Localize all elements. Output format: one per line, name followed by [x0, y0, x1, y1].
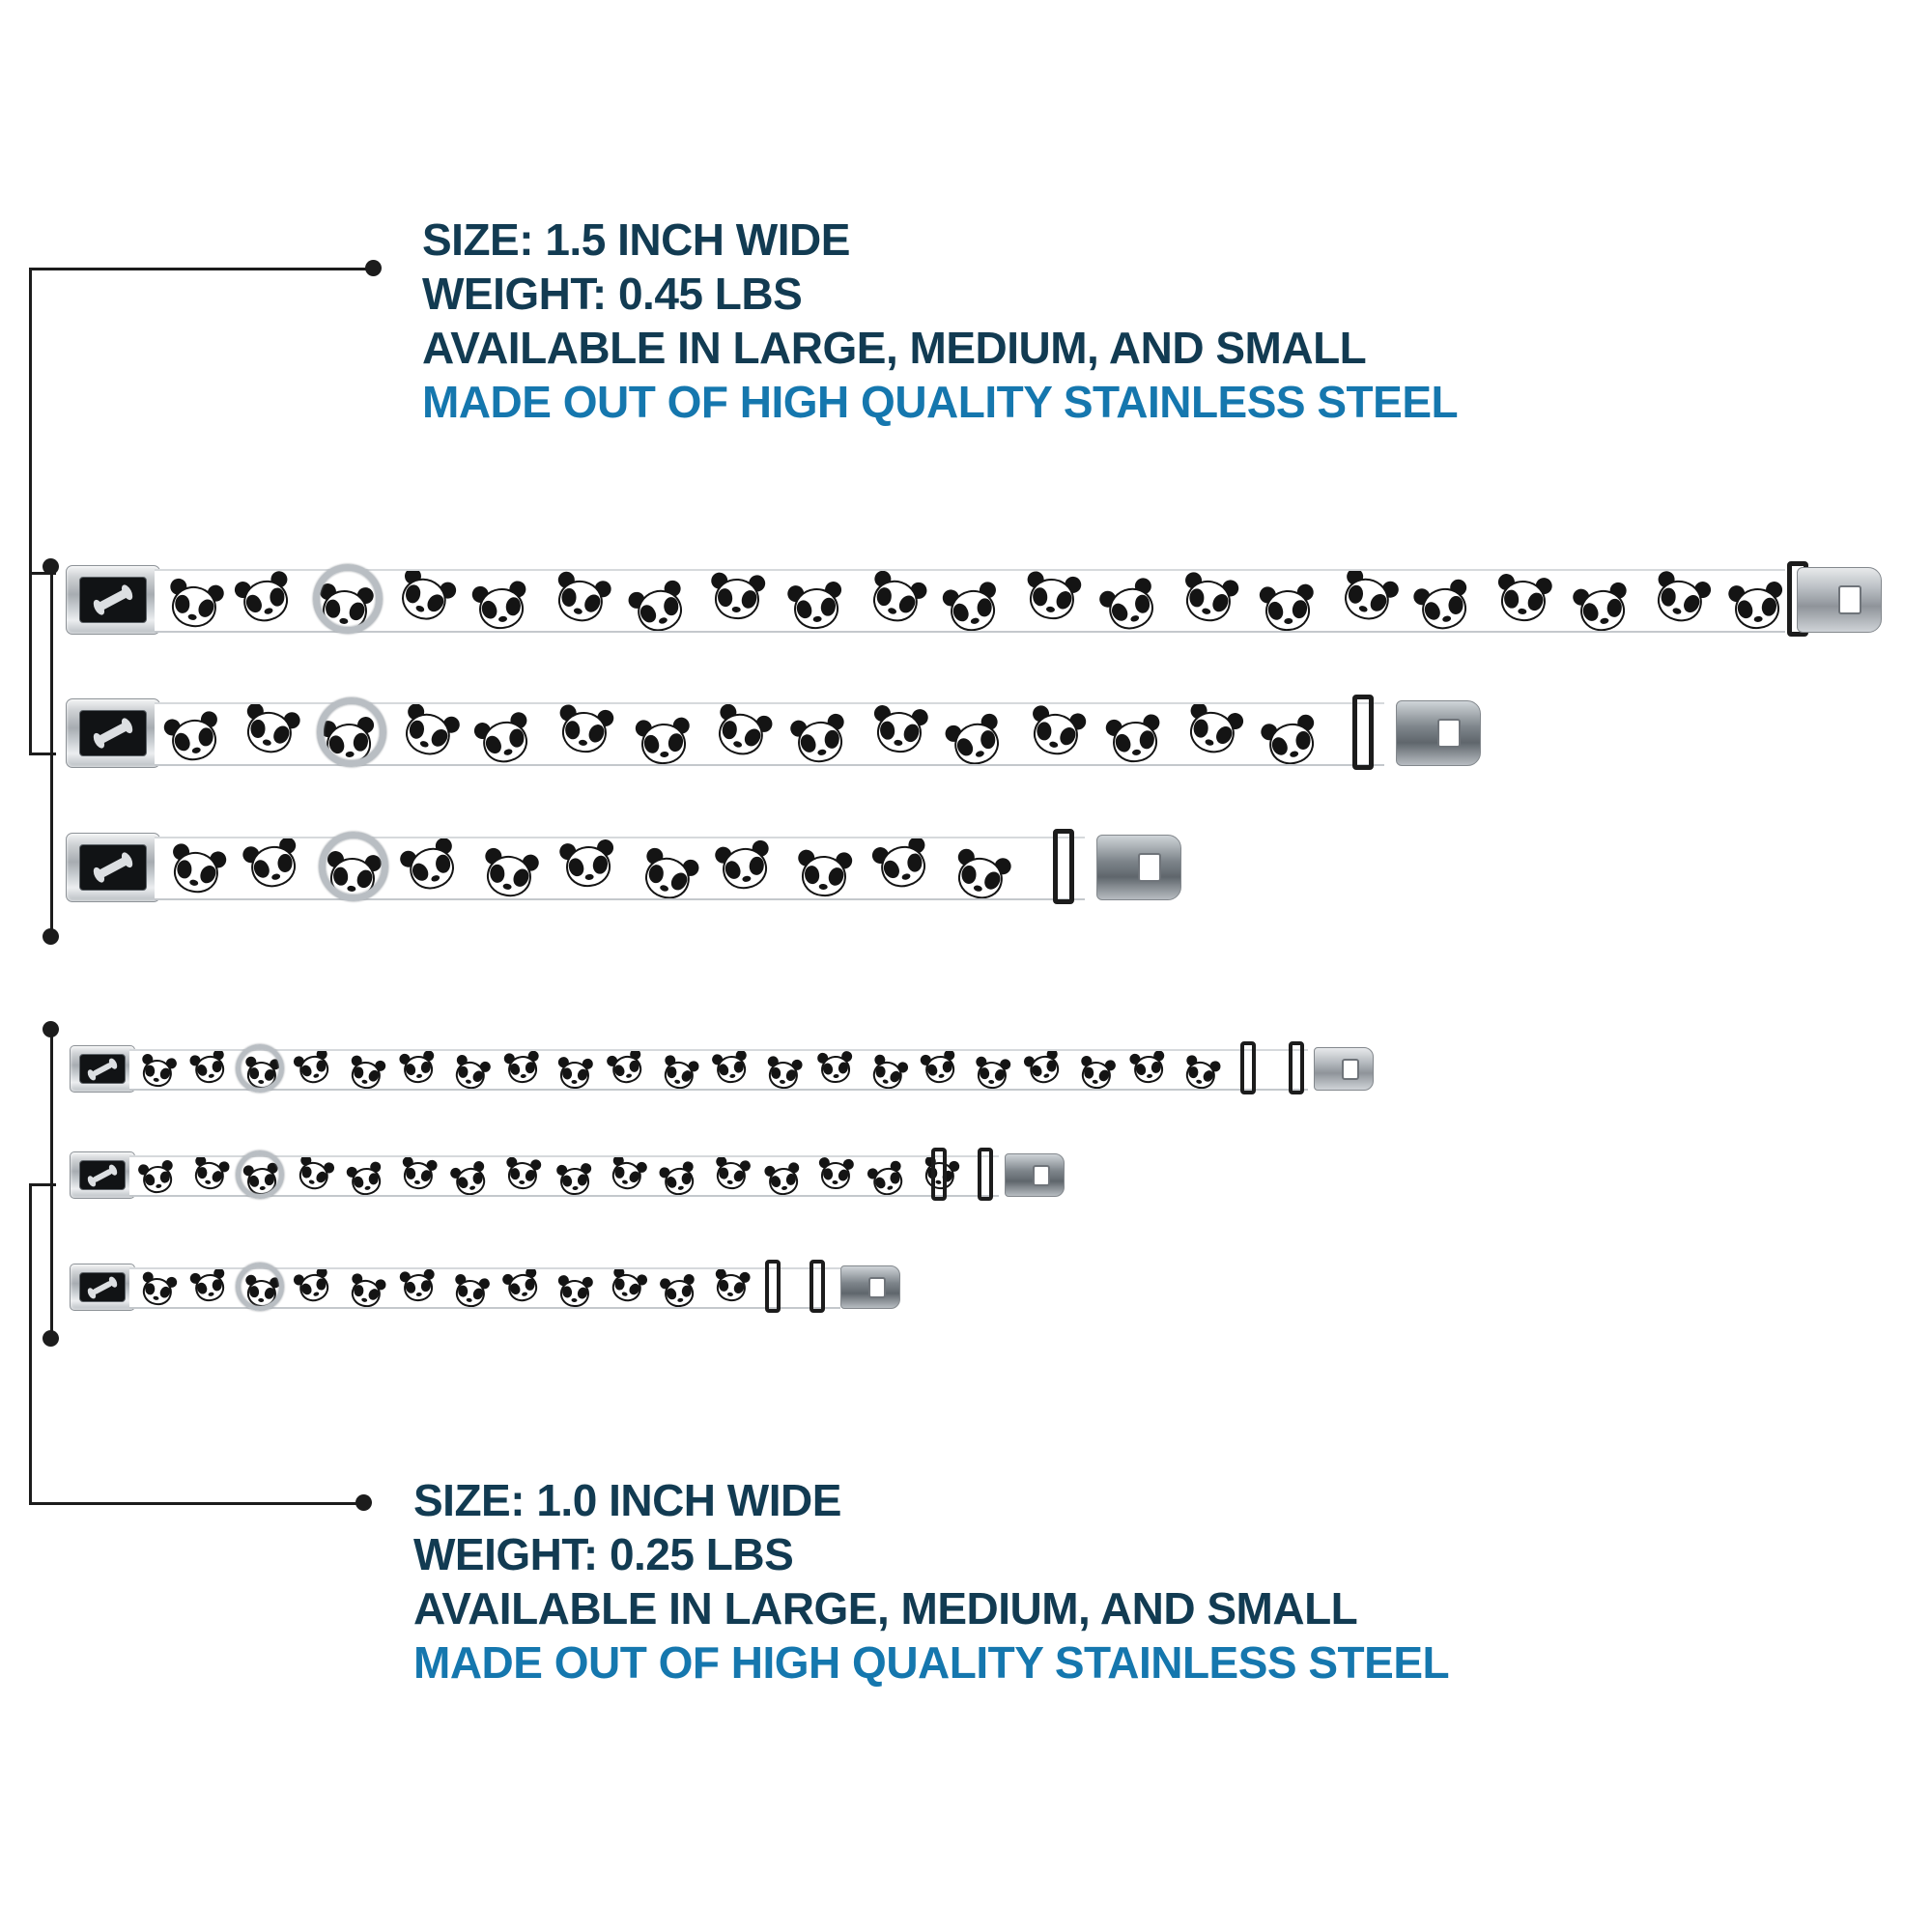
collar-narrow-small[interactable]: [70, 1264, 900, 1309]
bone-icon: [92, 1062, 113, 1077]
d-ring[interactable]: [236, 1044, 284, 1093]
strap-keeper[interactable]: [978, 1148, 993, 1201]
strap-keeper[interactable]: [1352, 695, 1374, 770]
metal-end-tip[interactable]: [1314, 1047, 1374, 1091]
metal-end-tip[interactable]: [1096, 835, 1181, 900]
bone-icon: [92, 1280, 113, 1295]
spec-line-size: SIZE: 1.5 INCH WIDE: [422, 214, 850, 265]
buckle-plate: [79, 710, 147, 756]
d-ring[interactable]: [319, 832, 388, 901]
spec-line-material: MADE OUT OF HIGH QUALITY STAINLESS STEEL: [413, 1637, 1450, 1689]
panda-pattern: [129, 1051, 1308, 1089]
tip-hole: [1138, 853, 1161, 882]
spec-line-weight: WEIGHT: 0.25 LBS: [413, 1529, 794, 1580]
spec-line-size: SIZE: 1.0 INCH WIDE: [413, 1475, 841, 1525]
collar-wide-medium[interactable]: [66, 698, 1481, 766]
strap-keeper[interactable]: [765, 1260, 781, 1313]
collar-narrow-medium[interactable]: [70, 1151, 1065, 1197]
bone-icon: [92, 1168, 113, 1183]
buckle-plate: [79, 1272, 126, 1302]
collar-strap: [155, 837, 1085, 900]
strap-keeper[interactable]: [931, 1148, 947, 1201]
spec-line-material: MADE OUT OF HIGH QUALITY STAINLESS STEEL: [422, 377, 1459, 428]
tip-hole: [868, 1277, 886, 1298]
strap-keeper[interactable]: [1053, 829, 1074, 904]
buckle-plate: [79, 1160, 126, 1190]
metal-end-tip[interactable]: [1005, 1153, 1065, 1197]
bone-icon: [98, 723, 128, 745]
leader-dot: [365, 260, 382, 276]
tip-hole: [1838, 585, 1861, 614]
spec-line-weight: WEIGHT: 0.45 LBS: [422, 269, 803, 320]
seatbelt-buckle[interactable]: [70, 1045, 135, 1093]
metal-end-tip[interactable]: [1396, 700, 1481, 766]
seatbelt-buckle[interactable]: [66, 698, 160, 768]
leader-dot: [355, 1494, 372, 1511]
spec-block-wide: [422, 213, 1458, 429]
d-ring[interactable]: [236, 1263, 284, 1311]
tip-hole: [1342, 1059, 1359, 1080]
panda-pattern: [155, 838, 1085, 898]
panda-pattern: [155, 571, 1785, 631]
spec-line-availability: AVAILABLE IN LARGE, MEDIUM, AND SMALL: [413, 1583, 1358, 1634]
collar-narrow-large[interactable]: [70, 1045, 1374, 1091]
spec-block-narrow: [413, 1473, 1449, 1690]
metal-end-tip[interactable]: [1797, 567, 1882, 633]
collar-strap: [155, 569, 1785, 633]
bone-icon: [98, 589, 128, 611]
strap-keeper[interactable]: [810, 1260, 825, 1313]
d-ring[interactable]: [236, 1151, 284, 1199]
seatbelt-buckle[interactable]: [66, 565, 160, 635]
seatbelt-buckle[interactable]: [66, 833, 160, 902]
collar-wide-small[interactable]: [66, 833, 1181, 900]
d-ring[interactable]: [313, 564, 383, 634]
seatbelt-buckle[interactable]: [70, 1151, 135, 1199]
spec-line-availability: AVAILABLE IN LARGE, MEDIUM, AND SMALL: [422, 323, 1367, 374]
tip-hole: [1033, 1165, 1050, 1186]
d-ring[interactable]: [317, 697, 386, 767]
buckle-plate: [79, 1054, 126, 1084]
seatbelt-buckle[interactable]: [70, 1264, 135, 1311]
buckle-plate: [79, 844, 147, 891]
strap-keeper[interactable]: [1289, 1041, 1304, 1094]
collar-wide-large[interactable]: [66, 565, 1882, 633]
collar-strap: [129, 1049, 1308, 1091]
strap-keeper[interactable]: [1240, 1041, 1256, 1094]
bone-icon: [98, 857, 128, 879]
metal-end-tip[interactable]: [840, 1265, 900, 1309]
tip-hole: [1437, 719, 1461, 748]
buckle-plate: [79, 577, 147, 623]
